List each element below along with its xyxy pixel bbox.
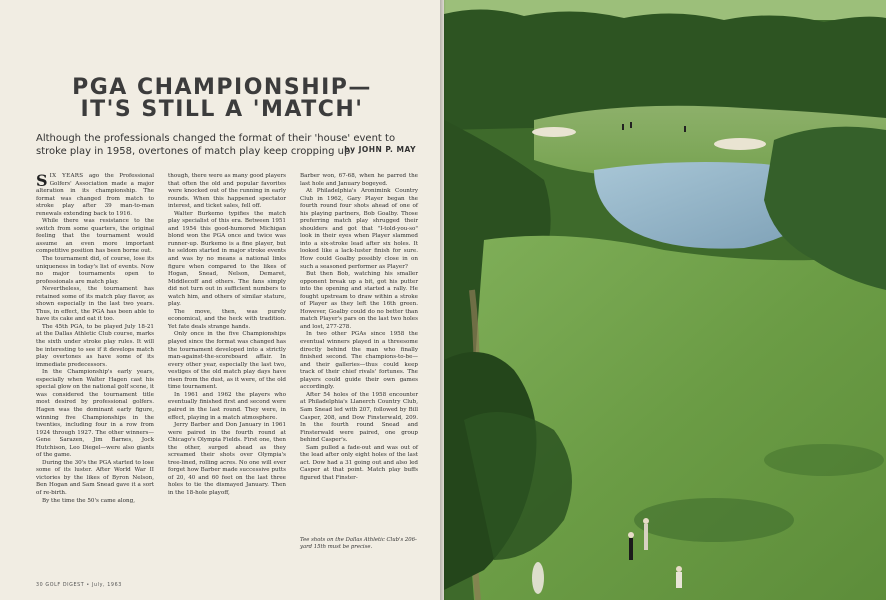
- paragraph: While there was resistance to the switch from some quarters, the original feeling that the tournament would assume an even more important competitive position has been borne out.: [36, 218, 154, 255]
- paragraph: The tournament did, of course, lose its uniqueness in today's list of events. Now no major tournaments open to professionals are match play.: [36, 256, 154, 285]
- paragraph: During the 30's the PGA started to lose some of its luster. After World War II victories by the likes of Byron Nelson, Ben Hogan and Sam Snead gave it a sort of re-birth.: [36, 459, 154, 496]
- photo-caption: Tee shots on the Dallas Athletic Club's 206-yard 15th must be precise.: [300, 537, 417, 550]
- paragraph: But then Bob, watching his smaller opponent break up a bit, got his putter into the opening and started a rally. He fought upstream to draw within a stroke of Player as they left the 16th green. However, Goalby could do no better than match Player's pars on the last two holes and lost, 277-278.: [300, 271, 418, 330]
- byline: by JOHN P. MAY: [344, 145, 416, 154]
- bunker: [532, 127, 576, 137]
- headline-line-2: IT'S STILL A 'MATCH': [80, 97, 364, 122]
- paragraph: The 45th PGA, to be played July 18-21 at the Dallas Athletic Club course, marks the sixth under stroke play rules. It will be interesting to see if it develops match play overtones as have some of its immediate predecessors.: [36, 323, 154, 368]
- paragraph-text: ago the Professional Golfers' Association made a major alteration in its championship. The format was changed from match to stroke play after 39 man-to-man renewals extending back to 1916.: [36, 173, 154, 217]
- paragraph: Sam pulled a fade-out and was out of the lead after only eight holes of the last act. Dow had a 31 going out and also led Casper at that point. Match play buffs figured that Finster-: [300, 444, 418, 481]
- paragraph: In two other PGAs since 1958 the eventual winners played in a threesome directly behind the man who finally finished second. The champions-to-be—and their galleries—thus could keep track of their chief rivals' fortunes. The players could guide their own games accordingly.: [300, 331, 418, 391]
- lead-smallcaps: IX YEARS: [49, 173, 84, 179]
- headline-line-1: PGA CHAMPIONSHIP—: [72, 75, 372, 100]
- spread-gutter: [440, 0, 446, 600]
- bunker: [714, 138, 766, 150]
- page-folio: 30 GOLF DIGEST • July, 1963: [36, 583, 122, 588]
- deck-text: Although the professionals changed the format of their 'house' event to stroke play in 1958, overtones of match play keep cropping up: [36, 133, 396, 157]
- paragraph: By the time the 50's came along,: [42, 497, 135, 504]
- paragraph: Nevertheless, the tournament has retained some of its match play flavor, as shown especially in the last two years. Thus, in effect, the PGA has been able to have its cake and eat it too.: [36, 286, 154, 323]
- tree-shadow: [764, 444, 884, 476]
- body-column-3: [300, 173, 418, 538]
- body-column-1: [36, 173, 154, 583]
- paragraph: In the Championship's early years, especially when Walter Hagen cast his special glow on the national golf scene, it was considered the tournament title most desired by professional golfers. Hagen was the dominant early figure, winning five Championships in the twenties, including four in a row from 1924 through 1927. The other winners—Gene Sarazen, Jim Barnes, Jock Hutchison, Leo Diegel—were also giants of the game.: [36, 369, 154, 459]
- paragraph: Walter Burkemo typifies the match play specialist of this era. Between 1951 and 1954 this good-humored Michigan blond won the PGA once and twice was runner-up. Burkemo is a fine player, but he seldom started in major stroke events and was by no means a national links figure when compared to the likes of Hogan, Snead, Nelson, Demaret, Middlecoff and others. The fans simply did not turn out in sufficient numbers to watch him, and others of similar stature, play.: [168, 210, 286, 308]
- paragraph: In 1961 and 1962 the players who eventually finished first and second were paired in the last round. They were, in effect, playing in a match atmosphere.: [168, 391, 286, 421]
- photo-illustration: [444, 0, 886, 600]
- dropcap: S: [36, 171, 48, 190]
- paragraph: though, there were as many good players that often the old and popular favorites were knocked out of the running in early rounds. When this happened spectator interest, and ticket sales, fell off.: [168, 173, 286, 210]
- paragraph: The move, then, was purely economical, and the heck with tradition. Yet fate deals strange hands.: [168, 308, 286, 330]
- paragraph: Only once in the five Championships played since the format was changed has the tournament developed into a strictly man-against-the-scoreboard affair. In every other year, especially the last two, vestiges of the old match play days have risen from the dust, as it were, of the old time tournament.: [168, 331, 286, 391]
- paragraph: Barber won, 67-68, when he parred the last hole and January bogeyed.: [300, 173, 418, 187]
- paragraph: At Philadelphia's Aronimink Country Club in 1962, Gary Player began the fourth round four shots ahead of one of his playing partners, Bob Goalby. Those preferring match play shrugged their shoulders and got that "I-told-you-so" look in their eyes when Player slammed into a six-stroke lead after six holes. It looked like a lack-luster finish for sure. How could Goalby possibly close in on such a seasoned performer as Player?: [300, 188, 418, 270]
- paragraph: After 54 holes of the 1958 encounter at Philadelphia's Llanerch Country Club, Sam Snead led with 207, followed by Bill Casper, 208, and Dow Finsterwald, 209. In the fourth round Snead and Finsterwald were paired, one group behind Casper's.: [300, 391, 418, 444]
- paragraph: Jerry Barber and Don January in 1961 were paired in the fourth round at Chicago's Olympia Fields. First one, then the other, surged ahead as they screamed their shots over Olympia's tree-lined, rolling acres. No one will ever forget how Barber made successive putts of 20, 40 and 60 feet on the last three holes to tie the dismayed January. Then in the 18-hole playoff,: [168, 422, 286, 496]
- paragraph: [36, 173, 154, 218]
- golf-course-photo: [444, 0, 886, 600]
- body-column-2: [168, 173, 286, 568]
- tree-shadow: [634, 498, 794, 542]
